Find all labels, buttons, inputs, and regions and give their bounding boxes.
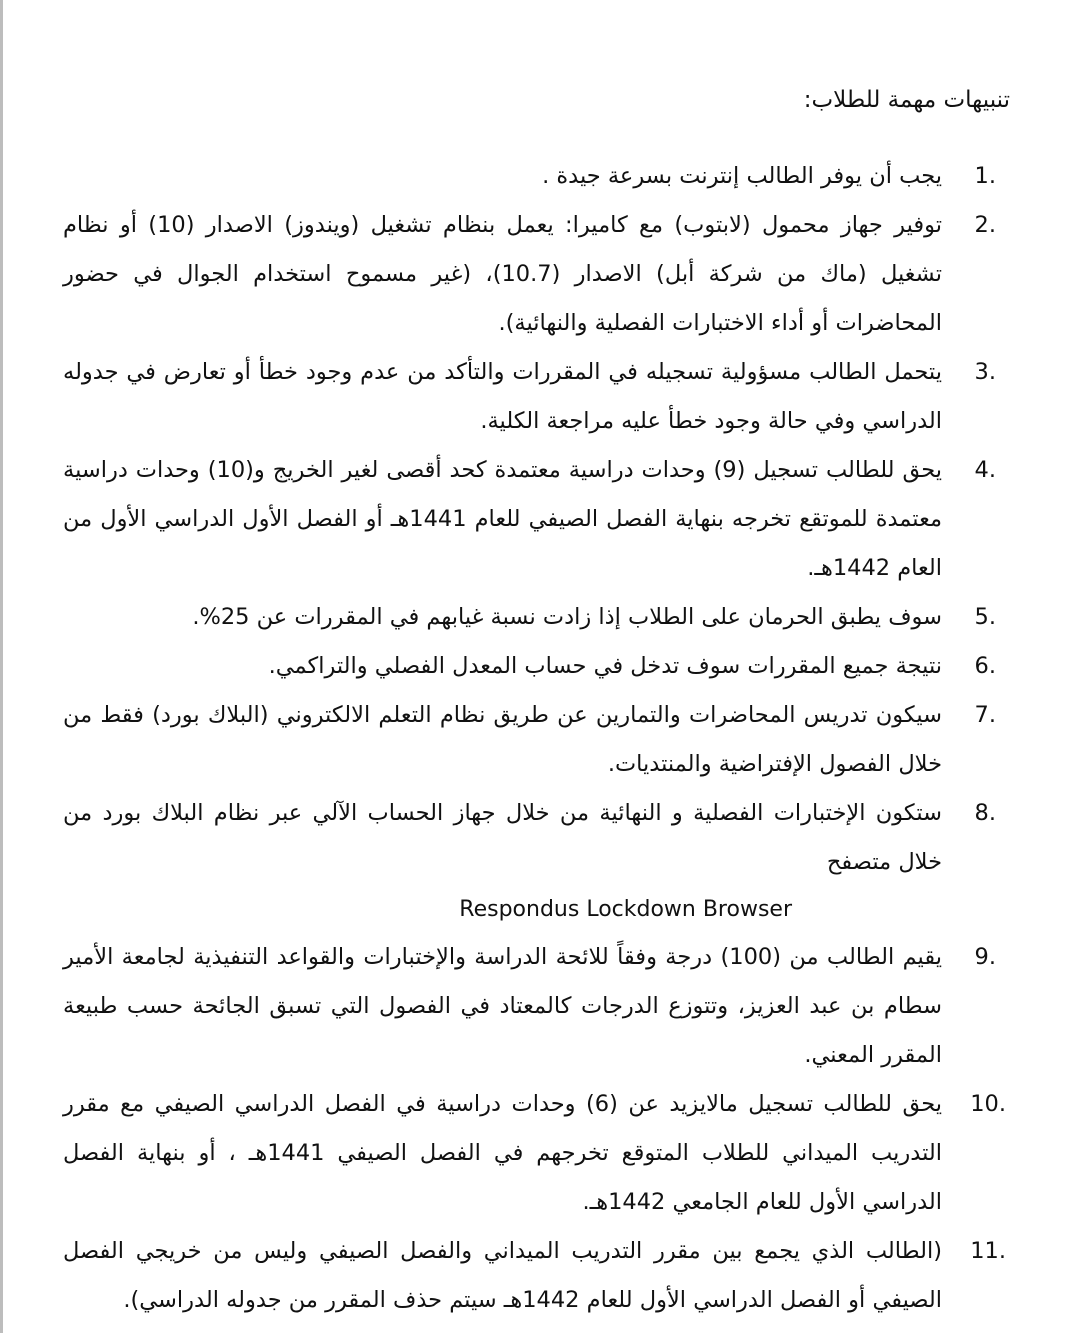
list-item — [63, 691, 1010, 789]
list-item-text: ستكون الإختبارات الفصلية و النهائية من خلال جهاز الحساب الآلي عبر نظام البلاك بورد من خلال متصفح — [63, 800, 942, 875]
list-item-text: نتيجة جميع المقررات سوف تدخل في حساب المعدل الفصلي والتراكمي. — [268, 653, 942, 679]
list-item-text: يجب أن يوفر الطالب إنترنت بسرعة جيدة . — [542, 163, 942, 189]
list-item-text: سوف يطبق الحرمان على الطلاب إذا زادت نسبة غيابهم في المقررات عن 25%. — [192, 604, 942, 630]
list-item — [63, 348, 1010, 446]
page-title: تنبيهات مهمة للطلاب: — [803, 87, 1010, 113]
list-item-number: 11. — [970, 1238, 1006, 1264]
list-item-number: 5. — [974, 604, 996, 630]
list-item-number: 6. — [974, 653, 996, 679]
list-item-number: 10. — [970, 1091, 1006, 1117]
list-item-number: 3. — [974, 359, 996, 385]
list-item — [63, 1080, 1010, 1227]
list-item — [63, 201, 1010, 348]
list-item-text: يقيم الطالب من (100) درجة وفقاً للائحة الدراسة والإختبارات والقواعد التنفيذية لجامعة الأمير سطام بن عبد العزيز، وتتوزع الدرجات كالمعتاد في الفصول التي تسبق الجائحة حسب طبيعة المقرر المعني. — [63, 944, 942, 1068]
list-item-text: يتحمل الطالب مسؤولية تسجيله في المقررات والتأكد من عدم وجود خطأ أو تعارض في جدوله الدراسي وفي حالة وجود خطأ عليه مراجعة الكلية. — [63, 359, 942, 434]
document-body — [63, 78, 1010, 1325]
list-item-number: 7. — [974, 702, 996, 728]
list-item-text: (الطالب الذي يجمع بين مقرر التدريب الميداني والفصل الصيفي وليس من خريجي الفصل الصيفي أو الفصل الدراسي الأول للعام 1442هـ سيتم حذف المقرر من جدوله الدراسي). — [63, 1238, 942, 1313]
list-item — [63, 642, 1010, 691]
list-item-number: 2. — [974, 212, 996, 238]
list-item-number: 1. — [974, 163, 996, 189]
list-item — [63, 933, 1010, 1080]
list-item-text: يحق للطالب تسجيل مالايزيد عن (6) وحدات دراسية في الفصل الدراسي الصيفي مع مقرر التدريب الميداني للطلاب المتوقع تخرجهم في الفصل الصيفي 1441هـ ، أو بنهاية الفصل الدراسي الأول للعام الجامعي 1442هـ. — [63, 1091, 942, 1215]
list-item — [63, 446, 1010, 593]
list-item-number: 9. — [974, 944, 996, 970]
list-item-text: سيكون تدريس المحاضرات والتمارين عن طريق نظام التعلم الالكتروني (البلاك بورد) فقط من خلال الفصول الإفتراضية والمنتديات. — [63, 702, 942, 777]
list-item-text: توفير جهاز محمول (لابتوب) مع كاميرا: يعمل بنظام تشغيل (ويندوز) الاصدار (10) أو نظام تشغيل (ماك من شركة أبل) الاصدار (10.7)، (غير مسموح استخدام الجوال في حضور المحاضرات أو أداء الاختبارات الفصلية والنهائية). — [63, 212, 942, 336]
list-item-number: 8. — [974, 800, 996, 826]
browser-name: Respondus Lockdown Browser — [459, 897, 792, 922]
list-item — [63, 152, 1010, 201]
list-item-number: 4. — [974, 457, 996, 483]
list-item — [63, 789, 1010, 933]
list-item-text: يحق للطالب تسجيل (9) وحدات دراسية معتمدة كحد أقصى لغير الخريج و(10) وحدات دراسية معتمدة للموتقع تخرجه بنهاية الفصل الصيفي للعام 1441هـ أو الفصل الأول الدراسي الأول من العام 1442هـ. — [63, 457, 942, 581]
list-item — [63, 593, 1010, 642]
list-item — [63, 1227, 1010, 1325]
